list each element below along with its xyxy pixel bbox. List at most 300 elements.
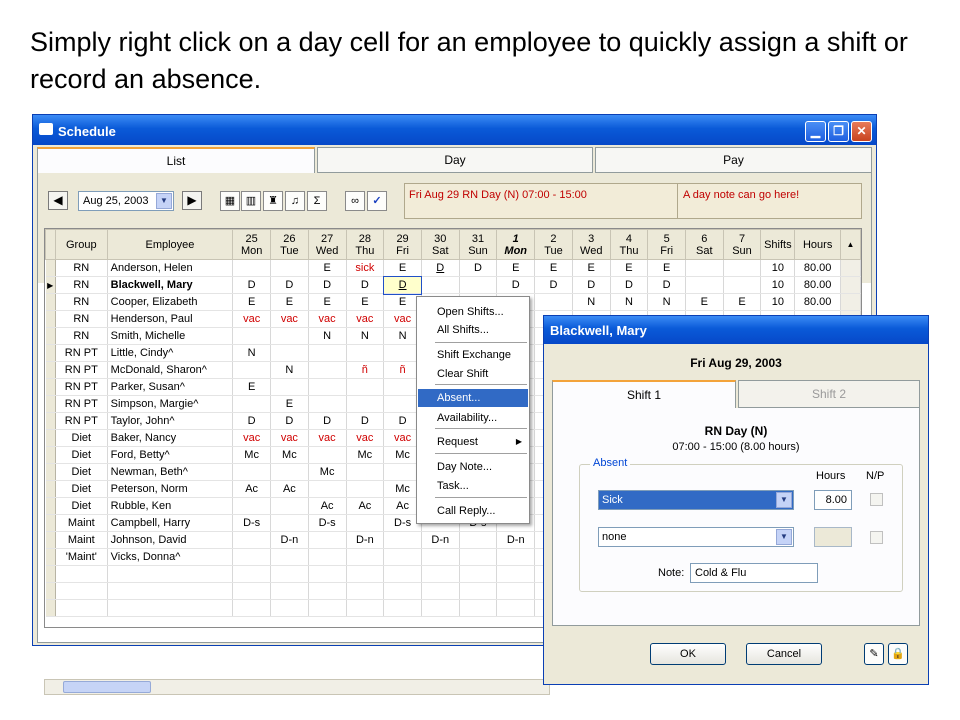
- column-header-day[interactable]: [459, 230, 497, 260]
- employee-cell[interactable]: McDonald, Sharon^: [107, 362, 233, 379]
- check-icon[interactable]: ✓: [367, 191, 387, 211]
- row-selector[interactable]: [46, 464, 56, 481]
- day-cell[interactable]: [346, 549, 384, 566]
- column-header-day[interactable]: [572, 230, 610, 260]
- column-header-day[interactable]: [723, 230, 761, 260]
- glasses-icon[interactable]: ∞: [345, 191, 365, 211]
- day-cell[interactable]: Mc: [384, 481, 422, 498]
- window-titlebar[interactable]: [33, 115, 876, 145]
- ok-button[interactable]: OK: [650, 643, 726, 665]
- day-cell[interactable]: E: [233, 379, 271, 396]
- row-selector[interactable]: [46, 447, 56, 464]
- tab-list[interactable]: List: [37, 147, 315, 175]
- day-cell[interactable]: [271, 498, 309, 515]
- empty-cell: [459, 566, 497, 583]
- second-absence-select[interactable]: [598, 527, 794, 547]
- menu-item-all-shifts[interactable]: [418, 321, 528, 339]
- note-input[interactable]: Cold & Flu: [690, 563, 818, 583]
- day-cell[interactable]: Mc: [308, 464, 346, 481]
- group-cell: Diet: [55, 481, 107, 498]
- column-header-day[interactable]: [648, 230, 686, 260]
- day-cell[interactable]: D: [233, 413, 271, 430]
- employee-cell[interactable]: Cooper, Elizabeth: [107, 294, 233, 311]
- day-cell[interactable]: [685, 277, 723, 294]
- day-cell[interactable]: [346, 396, 384, 413]
- day-cell[interactable]: [308, 532, 346, 549]
- prev-week-button[interactable]: ◀: [48, 191, 68, 210]
- chevron-down-icon[interactable]: ▼: [156, 193, 172, 209]
- hours-header: Hours: [816, 470, 846, 482]
- employee-cell[interactable]: Rubble, Ken: [107, 498, 233, 515]
- lock-icon[interactable]: 🔒: [888, 643, 908, 665]
- edit-icon[interactable]: ✎: [864, 643, 884, 665]
- empty-cell: [107, 566, 233, 583]
- menu-item-clear-shift[interactable]: [418, 365, 528, 383]
- day-cell[interactable]: [685, 260, 723, 277]
- group-cell: Diet: [55, 464, 107, 481]
- day-cell[interactable]: D: [497, 277, 535, 294]
- empty-cell: [497, 583, 535, 600]
- menu-item-task[interactable]: [418, 477, 528, 495]
- day-of-week: Tue: [280, 244, 299, 257]
- row-selector[interactable]: [46, 311, 56, 328]
- day-cell[interactable]: E: [346, 294, 384, 311]
- employee-cell[interactable]: Anderson, Helen: [107, 260, 233, 277]
- day-cell[interactable]: [346, 379, 384, 396]
- day-of-week: Thu: [619, 244, 639, 257]
- employee-cell[interactable]: Simpson, Margie^: [107, 396, 233, 413]
- scrollbar-track[interactable]: [841, 277, 861, 294]
- group-cell: RN PT: [55, 413, 107, 430]
- day-cell[interactable]: vac: [271, 430, 309, 447]
- empty-cell: [107, 600, 233, 617]
- day-cell[interactable]: [308, 549, 346, 566]
- cancel-button[interactable]: Cancel: [746, 643, 822, 665]
- column-header-day[interactable]: [610, 230, 648, 260]
- second-hours-input: [814, 527, 852, 547]
- day-number: 30: [434, 232, 447, 245]
- np-header: N/P: [866, 470, 885, 482]
- empty-cell: [308, 600, 346, 617]
- empty-cell: [271, 600, 309, 617]
- np-checkbox-1[interactable]: [870, 493, 883, 506]
- column-header-day[interactable]: [271, 230, 309, 260]
- day-cell[interactable]: [271, 464, 309, 481]
- day-cell[interactable]: vac: [346, 430, 384, 447]
- day-cell[interactable]: E: [271, 294, 309, 311]
- menu-item-request[interactable]: [418, 433, 528, 451]
- row-selector[interactable]: ▶: [46, 277, 56, 294]
- employee-cell[interactable]: Campbell, Harry: [107, 515, 233, 532]
- day-of-week: Wed: [580, 244, 603, 257]
- day-cell[interactable]: D: [233, 277, 271, 294]
- day-cell[interactable]: D: [384, 413, 422, 430]
- empty-cell: [271, 583, 309, 600]
- group-cell: RN PT: [55, 379, 107, 396]
- day-cell[interactable]: [271, 549, 309, 566]
- empty-cell: [46, 566, 56, 583]
- day-cell[interactable]: E: [648, 260, 686, 277]
- day-cell[interactable]: [308, 362, 346, 379]
- day-cell[interactable]: [421, 277, 459, 294]
- day-cell[interactable]: [271, 515, 309, 532]
- day-cell[interactable]: ñ: [346, 362, 384, 379]
- day-cell[interactable]: D: [610, 277, 648, 294]
- menu-item-label: Clear Shift: [437, 368, 489, 380]
- shift-tabs: [552, 380, 920, 408]
- date-value: Aug 25, 2003: [83, 195, 149, 207]
- day-number: 29: [396, 232, 409, 245]
- next-week-button[interactable]: ▶: [182, 191, 202, 210]
- day-cell[interactable]: Mc: [271, 447, 309, 464]
- day-number: 3: [588, 232, 595, 245]
- day-cell[interactable]: [346, 515, 384, 532]
- note-label: Note:: [658, 567, 685, 579]
- day-of-week: Sun: [468, 244, 488, 257]
- row-selector[interactable]: [46, 498, 56, 515]
- second-absence-value: none: [602, 531, 627, 543]
- day-cell[interactable]: [233, 498, 271, 515]
- day-cell[interactable]: D: [271, 413, 309, 430]
- employee-cell[interactable]: Henderson, Paul: [107, 311, 233, 328]
- day-cell[interactable]: [723, 260, 761, 277]
- tab-shift-2[interactable]: Shift 2: [738, 380, 920, 408]
- tab-day[interactable]: Day: [317, 147, 593, 173]
- day-cell[interactable]: D-s: [384, 515, 422, 532]
- employee-cell[interactable]: Blackwell, Mary: [107, 277, 233, 294]
- day-cell[interactable]: N: [308, 328, 346, 345]
- day-cell[interactable]: D: [346, 413, 384, 430]
- menu-item-open-shifts[interactable]: [418, 303, 528, 321]
- table-row[interactable]: [46, 277, 861, 294]
- employee-cell[interactable]: Little, Cindy^: [107, 345, 233, 362]
- hours-cell: 80.00: [795, 294, 841, 311]
- empty-cell: [46, 583, 56, 600]
- week-icon[interactable]: ▥: [241, 191, 261, 211]
- empty-cell: [421, 600, 459, 617]
- column-header-day[interactable]: [384, 230, 422, 260]
- day-number: 1: [512, 232, 519, 245]
- day-cell[interactable]: [346, 481, 384, 498]
- day-number: 7: [738, 232, 746, 245]
- row-selector[interactable]: [46, 294, 56, 311]
- group-cell: Maint: [55, 532, 107, 549]
- absence-hours-input[interactable]: 8.00: [814, 490, 852, 510]
- day-cell[interactable]: [459, 532, 497, 549]
- row-selector[interactable]: [46, 362, 56, 379]
- chevron-down-icon[interactable]: ▼: [776, 492, 792, 508]
- day-cell[interactable]: D-s: [308, 515, 346, 532]
- day-cell[interactable]: Mc: [346, 447, 384, 464]
- column-header-day[interactable]: [421, 230, 459, 260]
- day-of-week: Sun: [732, 244, 752, 257]
- day-cell[interactable]: Ac: [308, 498, 346, 515]
- notes-box: [404, 183, 862, 219]
- person-icon[interactable]: ♜: [263, 191, 283, 211]
- day-cell[interactable]: E: [384, 260, 422, 277]
- column-header-day[interactable]: [535, 230, 573, 260]
- day-cell[interactable]: [233, 464, 271, 481]
- dialog-titlebar[interactable]: [544, 316, 928, 344]
- row-header-corner: [46, 230, 56, 260]
- day-cell[interactable]: [233, 396, 271, 413]
- day-cell[interactable]: E: [308, 294, 346, 311]
- empty-cell: [421, 583, 459, 600]
- day-cell[interactable]: D-n: [346, 532, 384, 549]
- day-cell[interactable]: [308, 447, 346, 464]
- empty-cell: [384, 566, 422, 583]
- employee-cell[interactable]: Newman, Beth^: [107, 464, 233, 481]
- absence-type-select[interactable]: [598, 490, 794, 510]
- table-row[interactable]: [46, 260, 861, 277]
- sigma-icon[interactable]: Σ: [307, 191, 327, 211]
- day-cell[interactable]: D: [271, 277, 309, 294]
- submenu-arrow-icon: ▶: [515, 437, 522, 446]
- day-cell[interactable]: D: [384, 277, 422, 294]
- menu-item-day-note[interactable]: [418, 458, 528, 476]
- employee-cell[interactable]: Smith, Michelle: [107, 328, 233, 345]
- day-cell[interactable]: D: [535, 277, 573, 294]
- column-header-day[interactable]: [346, 230, 384, 260]
- row-selector[interactable]: [46, 328, 56, 345]
- day-cell[interactable]: [271, 328, 309, 345]
- row-selector[interactable]: [46, 413, 56, 430]
- tab-shift-1[interactable]: Shift 1: [552, 380, 736, 410]
- empty-cell: [384, 600, 422, 617]
- day-cell[interactable]: [497, 549, 535, 566]
- day-cell[interactable]: N: [233, 345, 271, 362]
- column-header-day[interactable]: [308, 230, 346, 260]
- day-cell[interactable]: D-n: [271, 532, 309, 549]
- empty-cell: [497, 566, 535, 583]
- day-cell[interactable]: E: [535, 260, 573, 277]
- row-selector[interactable]: [46, 532, 56, 549]
- day-cell[interactable]: N: [346, 328, 384, 345]
- day-note[interactable]: A day note can go here!: [683, 189, 800, 201]
- day-cell[interactable]: [308, 481, 346, 498]
- empty-cell: [55, 583, 107, 600]
- scrollbar-track[interactable]: [841, 260, 861, 277]
- day-cell[interactable]: D-s: [233, 515, 271, 532]
- employee-cell[interactable]: Parker, Susan^: [107, 379, 233, 396]
- menu-separator: [435, 453, 527, 454]
- day-cell[interactable]: D-n: [497, 532, 535, 549]
- day-cell[interactable]: [308, 345, 346, 362]
- day-number: 25: [245, 232, 258, 245]
- day-cell[interactable]: E: [572, 260, 610, 277]
- group-cell: RN: [55, 328, 107, 345]
- day-cell[interactable]: [271, 345, 309, 362]
- row-selector[interactable]: [46, 515, 56, 532]
- horizontal-scrollbar[interactable]: [44, 679, 550, 695]
- employee-cell[interactable]: Ford, Betty^: [107, 447, 233, 464]
- tab-pay[interactable]: Pay: [595, 147, 872, 173]
- row-selector[interactable]: [46, 396, 56, 413]
- menu-item-availability[interactable]: [418, 409, 528, 427]
- date-picker[interactable]: [78, 191, 174, 211]
- day-cell[interactable]: vac: [384, 311, 422, 328]
- day-cell[interactable]: D: [648, 277, 686, 294]
- empty-cell: [346, 566, 384, 583]
- scrollbar-thumb[interactable]: [63, 681, 151, 693]
- day-cell[interactable]: vac: [271, 311, 309, 328]
- shift-note: Fri Aug 29 RN Day (N) 07:00 - 15:00: [409, 189, 587, 201]
- day-cell[interactable]: vac: [346, 311, 384, 328]
- menu-item-label: Open Shifts...: [437, 306, 504, 318]
- day-cell[interactable]: vac: [233, 311, 271, 328]
- employee-cell[interactable]: Vicks, Donna^: [107, 549, 233, 566]
- day-number: 6: [701, 232, 708, 245]
- empty-cell: [459, 583, 497, 600]
- day-cell[interactable]: D: [308, 277, 346, 294]
- day-cell[interactable]: Mc: [384, 447, 422, 464]
- day-cell[interactable]: N: [271, 362, 309, 379]
- day-cell[interactable]: N: [384, 328, 422, 345]
- day-cell[interactable]: [535, 294, 573, 311]
- day-cell[interactable]: vac: [308, 430, 346, 447]
- day-of-week: Sat: [696, 244, 713, 257]
- empty-cell: [497, 600, 535, 617]
- caption: Simply right click on a day cell for an employee to quickly assign a shift or record an absence.: [30, 27, 908, 94]
- scrollbar-track[interactable]: [841, 294, 861, 311]
- column-header-day[interactable]: [233, 230, 271, 260]
- day-cell[interactable]: [233, 328, 271, 345]
- day-of-week: Thu: [355, 244, 375, 257]
- day-cell[interactable]: [421, 549, 459, 566]
- day-cell[interactable]: N: [648, 294, 686, 311]
- row-selector[interactable]: [46, 481, 56, 498]
- day-cell[interactable]: [233, 532, 271, 549]
- restore-button[interactable]: ❐: [828, 121, 849, 142]
- day-cell[interactable]: E: [685, 294, 723, 311]
- day-of-week: Fri: [660, 244, 674, 257]
- day-cell[interactable]: E: [497, 260, 535, 277]
- menu-separator: [435, 384, 527, 385]
- row-selector[interactable]: [46, 379, 56, 396]
- day-cell[interactable]: Ac: [346, 498, 384, 515]
- day-cell[interactable]: D: [572, 277, 610, 294]
- day-cell[interactable]: E: [308, 260, 346, 277]
- day-cell[interactable]: D: [459, 260, 497, 277]
- empty-cell: [55, 566, 107, 583]
- day-cell[interactable]: vac: [308, 311, 346, 328]
- day-cell[interactable]: Mc: [233, 447, 271, 464]
- empty-cell: [421, 566, 459, 583]
- day-cell[interactable]: [459, 277, 497, 294]
- row-selector[interactable]: [46, 260, 56, 277]
- menu-item-shift-exchange[interactable]: [418, 346, 528, 364]
- day-cell[interactable]: D: [308, 413, 346, 430]
- employee-cell[interactable]: Peterson, Norm: [107, 481, 233, 498]
- day-cell[interactable]: sick: [346, 260, 384, 277]
- day-cell[interactable]: [233, 362, 271, 379]
- absent-group: [579, 457, 903, 592]
- menu-item-label: Availability...: [437, 412, 498, 424]
- day-cell[interactable]: [346, 345, 384, 362]
- empty-cell: [233, 600, 271, 617]
- menu-item-call-reply[interactable]: [418, 502, 528, 520]
- group-cell: RN PT: [55, 362, 107, 379]
- day-cell[interactable]: D-n: [421, 532, 459, 549]
- day-cell[interactable]: E: [233, 294, 271, 311]
- group-cell: RN: [55, 277, 107, 294]
- column-header-hours[interactable]: Hours: [795, 230, 841, 260]
- column-header-day[interactable]: [685, 230, 723, 260]
- day-cell[interactable]: vac: [233, 430, 271, 447]
- group-cell: RN: [55, 294, 107, 311]
- day-cell[interactable]: [384, 532, 422, 549]
- day-cell[interactable]: E: [723, 294, 761, 311]
- absent-group-label: Absent: [590, 457, 630, 469]
- day-number: 4: [625, 232, 633, 245]
- np-checkbox-2[interactable]: [870, 531, 883, 544]
- day-of-week: Mon: [504, 244, 528, 257]
- empty-cell: [308, 566, 346, 583]
- day-cell[interactable]: E: [384, 294, 422, 311]
- chevron-down-icon[interactable]: ▼: [776, 529, 792, 545]
- column-header-day[interactable]: [497, 230, 535, 260]
- day-cell[interactable]: [459, 549, 497, 566]
- scroll-up-icon[interactable]: ▲: [841, 230, 861, 260]
- minimize-button[interactable]: ▁: [805, 121, 826, 142]
- day-cell[interactable]: D: [346, 277, 384, 294]
- day-icon[interactable]: ▦: [220, 191, 240, 211]
- day-cell[interactable]: [384, 549, 422, 566]
- row-selector[interactable]: [46, 549, 56, 566]
- day-cell[interactable]: N: [610, 294, 648, 311]
- day-cell[interactable]: E: [610, 260, 648, 277]
- day-cell[interactable]: Ac: [271, 481, 309, 498]
- group-cell: 'Maint': [55, 549, 107, 566]
- day-cell[interactable]: E: [271, 396, 309, 413]
- menu-item-label: Day Note...: [437, 461, 493, 473]
- employee-cell[interactable]: Taylor, John^: [107, 413, 233, 430]
- day-cell[interactable]: [233, 549, 271, 566]
- day-cell[interactable]: vac: [384, 430, 422, 447]
- day-cell[interactable]: ñ: [384, 362, 422, 379]
- group-cell: RN PT: [55, 396, 107, 413]
- day-cell[interactable]: D: [421, 260, 459, 277]
- absence-dialog: [543, 315, 929, 685]
- column-header-shifts[interactable]: Shifts: [761, 230, 795, 260]
- day-of-week: Sat: [432, 244, 449, 257]
- day-cell[interactable]: [271, 379, 309, 396]
- employee-cell[interactable]: Baker, Nancy: [107, 430, 233, 447]
- empty-cell: [233, 583, 271, 600]
- row-selector[interactable]: [46, 345, 56, 362]
- column-header-group[interactable]: Group: [55, 230, 107, 260]
- group-cell: RN: [55, 260, 107, 277]
- day-cell[interactable]: Ac: [233, 481, 271, 498]
- empty-cell: [46, 600, 56, 617]
- menu-item-label: Absent...: [437, 392, 481, 404]
- day-cell[interactable]: [233, 260, 271, 277]
- day-cell[interactable]: [308, 396, 346, 413]
- employee-cell[interactable]: Johnson, David: [107, 532, 233, 549]
- day-cell[interactable]: [308, 379, 346, 396]
- column-header-employee[interactable]: Employee: [107, 230, 233, 260]
- day-cell[interactable]: [346, 464, 384, 481]
- day-cell[interactable]: N: [572, 294, 610, 311]
- day-cell[interactable]: [723, 277, 761, 294]
- row-selector[interactable]: [46, 430, 56, 447]
- group-cell: RN: [55, 311, 107, 328]
- menu-item-absent[interactable]: [418, 389, 528, 407]
- bell-icon[interactable]: ♫: [285, 191, 305, 211]
- day-cell[interactable]: Ac: [384, 498, 422, 515]
- close-button[interactable]: ✕: [851, 121, 872, 142]
- day-cell[interactable]: [271, 260, 309, 277]
